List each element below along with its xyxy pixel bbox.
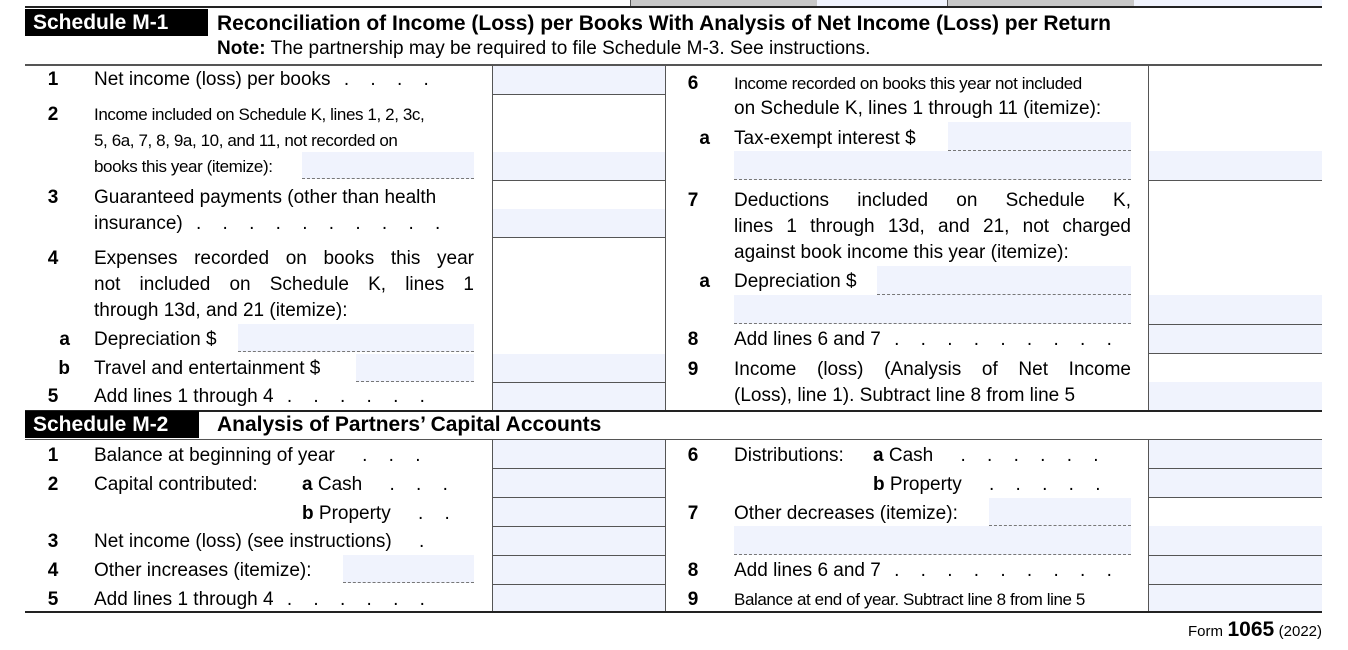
- m1-line7-itemize-input[interactable]: [734, 295, 1131, 324]
- m2-line3-number: 3: [47, 531, 59, 552]
- m2-line6a-dots: . . . . . .: [947, 445, 1107, 466]
- m2-line2b-label: [302, 501, 458, 527]
- m1-line7-text-3: against book income this year (itemize):: [734, 242, 1069, 263]
- form-year: (2022): [1278, 623, 1322, 640]
- m1-line8-dots: . . . . . . . . .: [880, 329, 1120, 350]
- m2-line2b-amount[interactable]: [493, 498, 665, 526]
- m2-line2a-label: [302, 472, 456, 498]
- form-number: 1065: [1227, 618, 1275, 641]
- m2-line1-text: Balance at beginning of year: [94, 445, 335, 466]
- m2-line6b-label: [873, 472, 1109, 498]
- m1-line4a-depreciation-input[interactable]: [238, 324, 474, 352]
- m1-line4-amount[interactable]: [493, 354, 665, 382]
- m2-line8-amount[interactable]: [1149, 556, 1322, 584]
- m1-line4b-travel-input[interactable]: [356, 354, 474, 382]
- m1-line8-text: Add lines 6 and 7: [734, 329, 881, 350]
- m1-line9-amount[interactable]: [1149, 382, 1322, 410]
- m1-line3-label-2: [94, 211, 448, 237]
- m1-line2-text-3: books this year (itemize):: [94, 157, 273, 176]
- m1-line2-text-1: Income included on Schedule K, lines 1, 2, 3c,: [94, 105, 425, 124]
- m2-line2b-text: Property: [318, 503, 391, 524]
- m2-line7-itemize-input-1[interactable]: [989, 498, 1131, 526]
- m1-line7-text-1: Deductions included on Schedule K,: [734, 190, 1131, 211]
- m1-line6-number: 6: [687, 73, 699, 94]
- m1-line6-amount[interactable]: [1149, 151, 1322, 180]
- m1-line3-number: 3: [47, 187, 59, 208]
- m2-line7-itemize-input-2[interactable]: [734, 526, 1131, 555]
- m1-note: [217, 38, 870, 60]
- m1-top-rule: [25, 64, 1322, 66]
- top-rule: [25, 6, 1322, 8]
- m1-note-text: The partnership may be required to file Schedule M-3. See instructions.: [265, 38, 871, 59]
- m1-line6a-tax-exempt-input[interactable]: [948, 122, 1131, 151]
- m2-line3-label: [94, 529, 432, 555]
- m2-left-amount-border-right: [665, 440, 666, 612]
- m2-line6a-text: Cash: [888, 445, 934, 466]
- m2-line5-number: 5: [47, 589, 59, 610]
- m1-line4-number: 4: [47, 248, 59, 269]
- m2-line6b-letter: b: [873, 474, 885, 495]
- m1-line4-text-3: through 13d, and 21 (itemize):: [94, 300, 348, 321]
- m2-bottom-rule: [25, 611, 1322, 613]
- m2-line6b-amount[interactable]: [1149, 469, 1322, 497]
- m1-line1-dots: . . . .: [330, 69, 437, 90]
- m2-line4-number: 4: [47, 560, 59, 581]
- m1-line2-itemize-input[interactable]: [302, 152, 474, 179]
- m2-line8-text: Add lines 6 and 7: [734, 560, 881, 581]
- m1-line6a-text: Tax-exempt interest $: [734, 128, 916, 149]
- m1-line7a-letter: a: [699, 271, 710, 292]
- m1-line1-amount[interactable]: [493, 66, 665, 94]
- m2-line6a-letter: a: [873, 445, 884, 466]
- m2-line6b-bottom: [1148, 497, 1322, 498]
- m2-line6-number: 6: [687, 445, 699, 466]
- m2-line2b-letter: b: [302, 503, 314, 524]
- m1-line2-text-2: 5, 6a, 7, 8, 9a, 10, and 11, not recorded on: [94, 131, 398, 150]
- m2-line8-dots: . . . . . . . . .: [880, 560, 1120, 581]
- m2-line9-amount[interactable]: [1149, 585, 1322, 611]
- m1-line4b-text: Travel and entertainment $: [94, 358, 321, 379]
- m1-badge: Schedule M-1: [25, 9, 208, 36]
- m2-header-bottom-rule: [25, 439, 1322, 440]
- m2-line7-number: 7: [687, 503, 699, 524]
- m2-line1-label: [94, 443, 429, 469]
- m1-note-label: Note:: [217, 38, 266, 59]
- m1-line4a-letter: a: [59, 329, 70, 350]
- m2-line6b-text: Property: [889, 474, 962, 495]
- m1-line4a-text: Depreciation $: [94, 329, 217, 350]
- m1-line6-text-2: on Schedule K, lines 1 through 11 (itemize):: [734, 98, 1102, 119]
- m1-line7-text-2: lines 1 through 13d, and 21, not charged: [734, 216, 1131, 237]
- m1-line2-amount[interactable]: [493, 152, 665, 180]
- m1-line6a-letter: a: [699, 128, 710, 149]
- m1-line8-amount[interactable]: [1149, 325, 1322, 353]
- m1-line3-amount[interactable]: [493, 209, 665, 237]
- m1-line3-dots: . . . . . . . . . .: [182, 213, 449, 234]
- m2-line3-dots: .: [405, 531, 433, 552]
- m1-line3-amount-bottom: [492, 237, 665, 238]
- m2-line8-number: 8: [687, 560, 699, 581]
- m2-line5-amount[interactable]: [493, 585, 665, 611]
- m1-line3-text-2: insurance): [94, 213, 183, 234]
- form-label: Form: [1188, 623, 1224, 640]
- m2-line7-text: Other decreases (itemize):: [734, 503, 958, 524]
- m1-line9-number: 9: [687, 359, 699, 380]
- m1-line5-dots: . . . . . .: [273, 386, 433, 407]
- m1-right-amount-border-left: [1148, 66, 1149, 411]
- m2-line6-text: Distributions:: [734, 445, 844, 466]
- m1-line7a-depreciation-input[interactable]: [877, 266, 1131, 295]
- m2-line6a-label: [873, 443, 1107, 469]
- m2-line2a-amount[interactable]: [493, 469, 665, 497]
- m1-line8-label: [734, 327, 1120, 353]
- m1-line1-amount-bottom: [492, 94, 665, 95]
- m1-line2-number: 2: [47, 104, 59, 125]
- m2-line1-number: 1: [47, 445, 59, 466]
- m1-line6-text-1: Income recorded on books this year not included: [734, 74, 1082, 93]
- m2-line1-amount[interactable]: [493, 440, 665, 468]
- m1-line1-number: 1: [47, 69, 59, 90]
- m1-line8-number: 8: [687, 329, 699, 350]
- m2-line6a-amount[interactable]: [1149, 440, 1322, 468]
- m1-line6-amount-bottom: [1148, 180, 1322, 181]
- m1-line9-text-2: (Loss), line 1). Subtract line 8 from line 5: [734, 385, 1076, 406]
- m2-line2a-dots: . . .: [376, 474, 456, 495]
- m2-line5-label: [94, 587, 433, 613]
- m2-line7-amount[interactable]: [1149, 526, 1322, 555]
- m1-line4-text-2: not included on Schedule K, lines 1: [94, 274, 474, 295]
- m1-line6-itemize-input[interactable]: [734, 151, 1131, 180]
- m1-left-amount-border-right: [665, 66, 666, 411]
- m1-line1-label: [94, 67, 437, 93]
- m2-line2-number: 2: [47, 474, 59, 495]
- m2-line2-text: Capital contributed:: [94, 474, 258, 495]
- m2-line4-amount[interactable]: [493, 556, 665, 584]
- m2-line2a-text: Cash: [317, 474, 363, 495]
- m1-line1-text: Net income (loss) per books: [94, 69, 331, 90]
- m2-line3-text: Net income (loss) (see instructions): [94, 531, 392, 552]
- m2-line2a-letter: a: [302, 474, 313, 495]
- m1-line9-text-1: Income (loss) (Analysis of Net Income: [734, 359, 1131, 380]
- m2-line9-number: 9: [687, 589, 699, 610]
- form-footer: [1188, 618, 1322, 644]
- m1-line4b-letter: b: [58, 358, 70, 379]
- m1-line5-label: [94, 384, 433, 410]
- m2-line1-dots: . . .: [348, 445, 429, 466]
- m2-line6b-dots: . . . . .: [975, 474, 1109, 495]
- m1-line2-amount-bottom: [492, 180, 665, 181]
- m2-line5-text: Add lines 1 through 4: [94, 589, 274, 610]
- m2-line2b-dots: . .: [404, 503, 458, 524]
- m2-title: Analysis of Partners’ Capital Accounts: [217, 413, 602, 436]
- m2-badge: Schedule M-2: [25, 411, 199, 438]
- m2-line4-itemize-input[interactable]: [343, 555, 474, 583]
- m1-line8-amount-bottom: [1148, 353, 1322, 354]
- m1-line5-text: Add lines 1 through 4: [94, 386, 274, 407]
- m1-line3-text-1: Guaranteed payments (other than health: [94, 187, 437, 208]
- m1-line5-number: 5: [47, 386, 59, 407]
- m1-line5-amount[interactable]: [493, 383, 665, 410]
- m1-line7-amount[interactable]: [1149, 295, 1322, 324]
- m1-title: Reconciliation of Income (Loss) per Books With Analysis of Net Income (Loss) per Return: [217, 12, 1111, 35]
- m1-line4-text-1: Expenses recorded on books this year: [94, 248, 474, 269]
- m1-line7-number: 7: [687, 190, 699, 211]
- m2-line4-text: Other increases (itemize):: [94, 560, 312, 581]
- m2-line8-label: [734, 558, 1120, 584]
- m1-line7a-text: Depreciation $: [734, 271, 857, 292]
- m2-line5-dots: . . . . . .: [273, 589, 433, 610]
- m2-line9-text: Balance at end of year. Subtract line 8 from line 5: [734, 590, 1085, 609]
- m2-line3-amount[interactable]: [493, 527, 665, 555]
